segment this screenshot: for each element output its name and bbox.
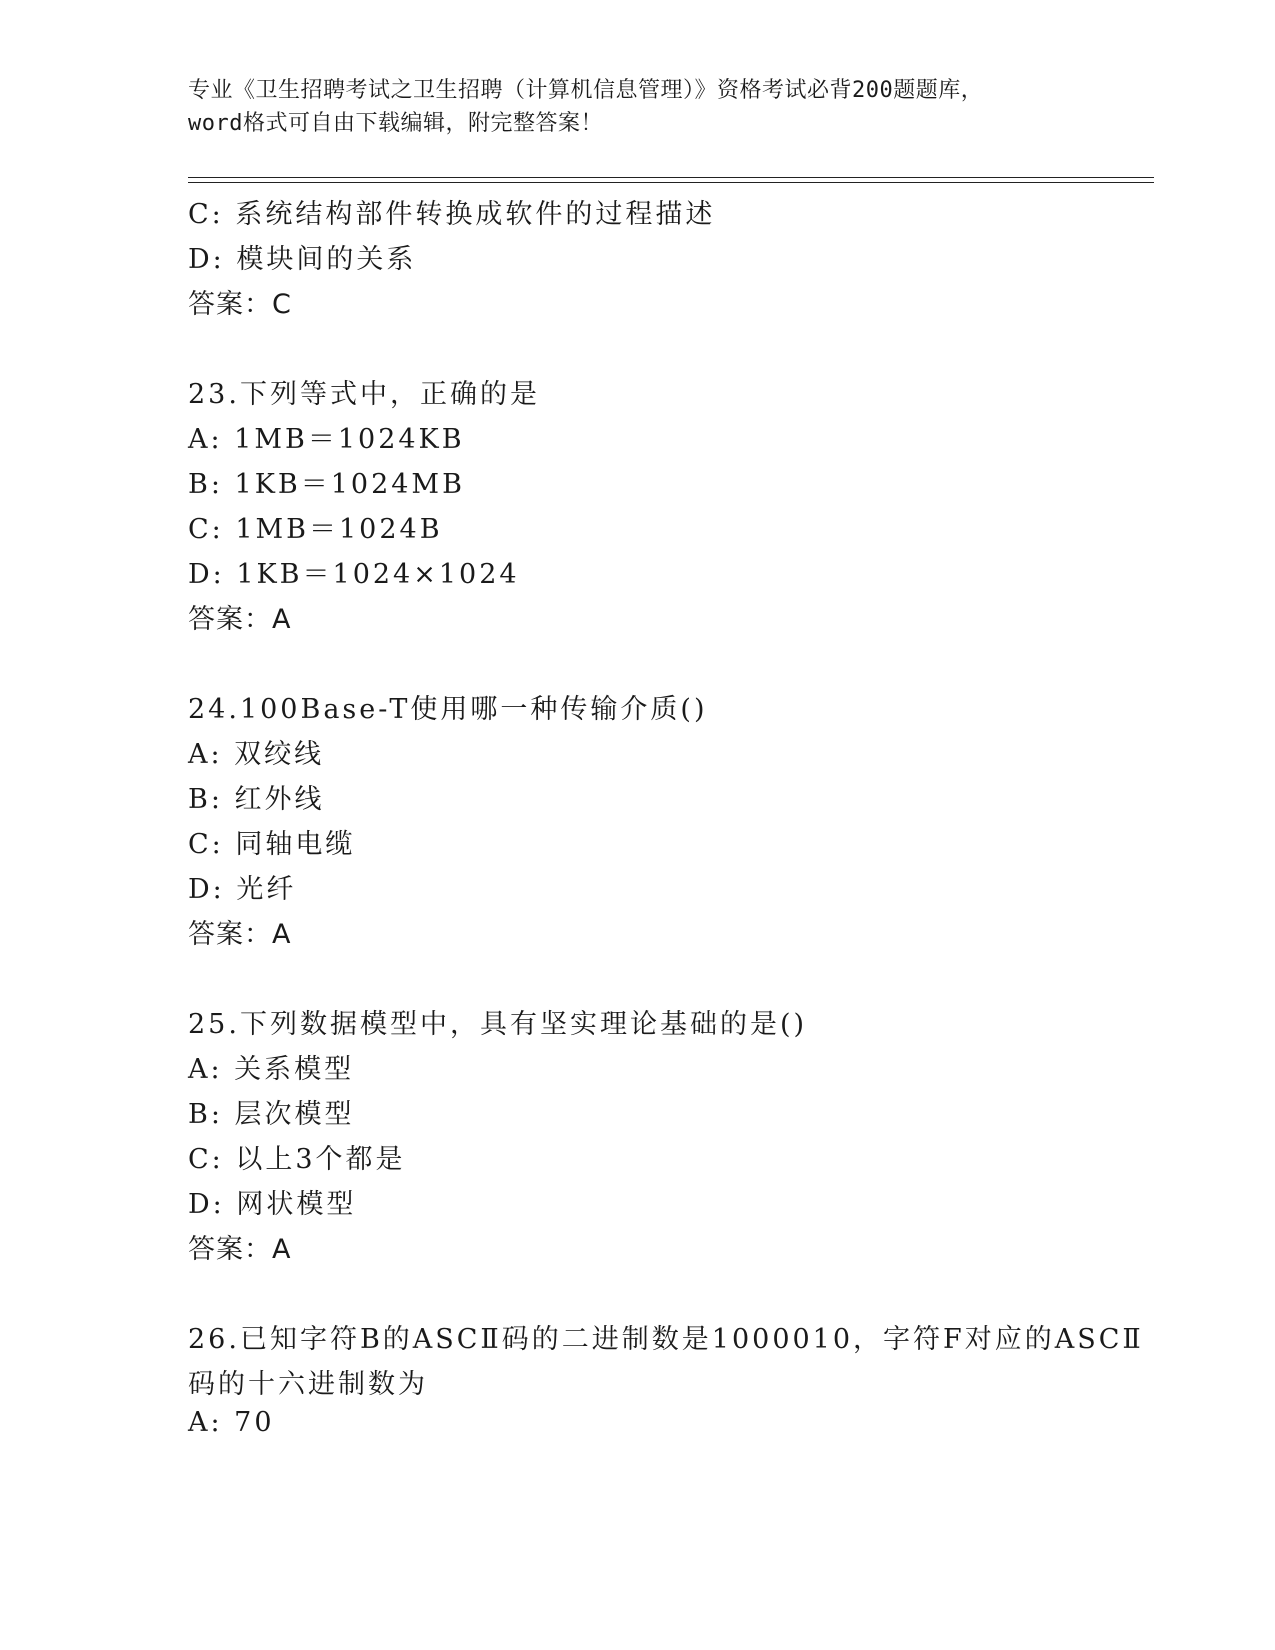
q24-question: 24.100Base-T使用哪一种传输介质() [188,694,708,725]
q23-question: 23.下列等式中，正确的是 [188,379,540,410]
header-title-line-2: word格式可自由下载编辑，附完整答案！ [188,111,603,136]
document-header [188,74,1088,140]
q23-answer: 答案：A [188,604,292,635]
q25-answer: 答案：A [188,1234,292,1265]
header-divider-bottom [188,182,1154,183]
q23-option-c: C: 1MB＝1024B [188,514,443,545]
header-divider-top [188,177,1154,178]
q24-answer: 答案：A [188,919,292,950]
q26-option-a: A: 70 [188,1407,275,1438]
q25-option-b: B: 层次模型 [188,1099,355,1130]
q23-option-a: A: 1MB＝1024KB [188,424,465,455]
q25-option-c: C: 以上3个都是 [188,1144,406,1175]
q25-option-d: D: 网状模型 [188,1189,357,1220]
q23-option-d: D: 1KB＝1024×1024 [188,559,520,590]
q26-question-line-2: 码的十六进制数为 [188,1369,428,1400]
q25-option-a: A: 关系模型 [188,1054,355,1085]
header-title-line-1: 专业《卫生招聘考试之卫生招聘（计算机信息管理）》资格考试必背200题题库， [188,78,984,103]
q24-option-d: D: 光纤 [188,874,297,905]
q24-option-a: A: 双绞线 [188,739,325,770]
q22-option-d: D: 模块间的关系 [188,244,417,275]
q24-option-b: B: 红外线 [188,784,325,815]
q22-option-c: C: 系统结构部件转换成软件的过程描述 [188,199,716,230]
q24-option-c: C: 同轴电缆 [188,829,356,860]
q25-question: 25.下列数据模型中，具有坚实理论基础的是() [188,1009,808,1040]
q22-answer: 答案：C [188,289,292,320]
q26-question-line-1: 26.已知字符B的ASCⅡ码的二进制数是1000010，字符F对应的ASCⅡ [188,1324,1144,1355]
q23-option-b: B: 1KB＝1024MB [188,469,465,500]
